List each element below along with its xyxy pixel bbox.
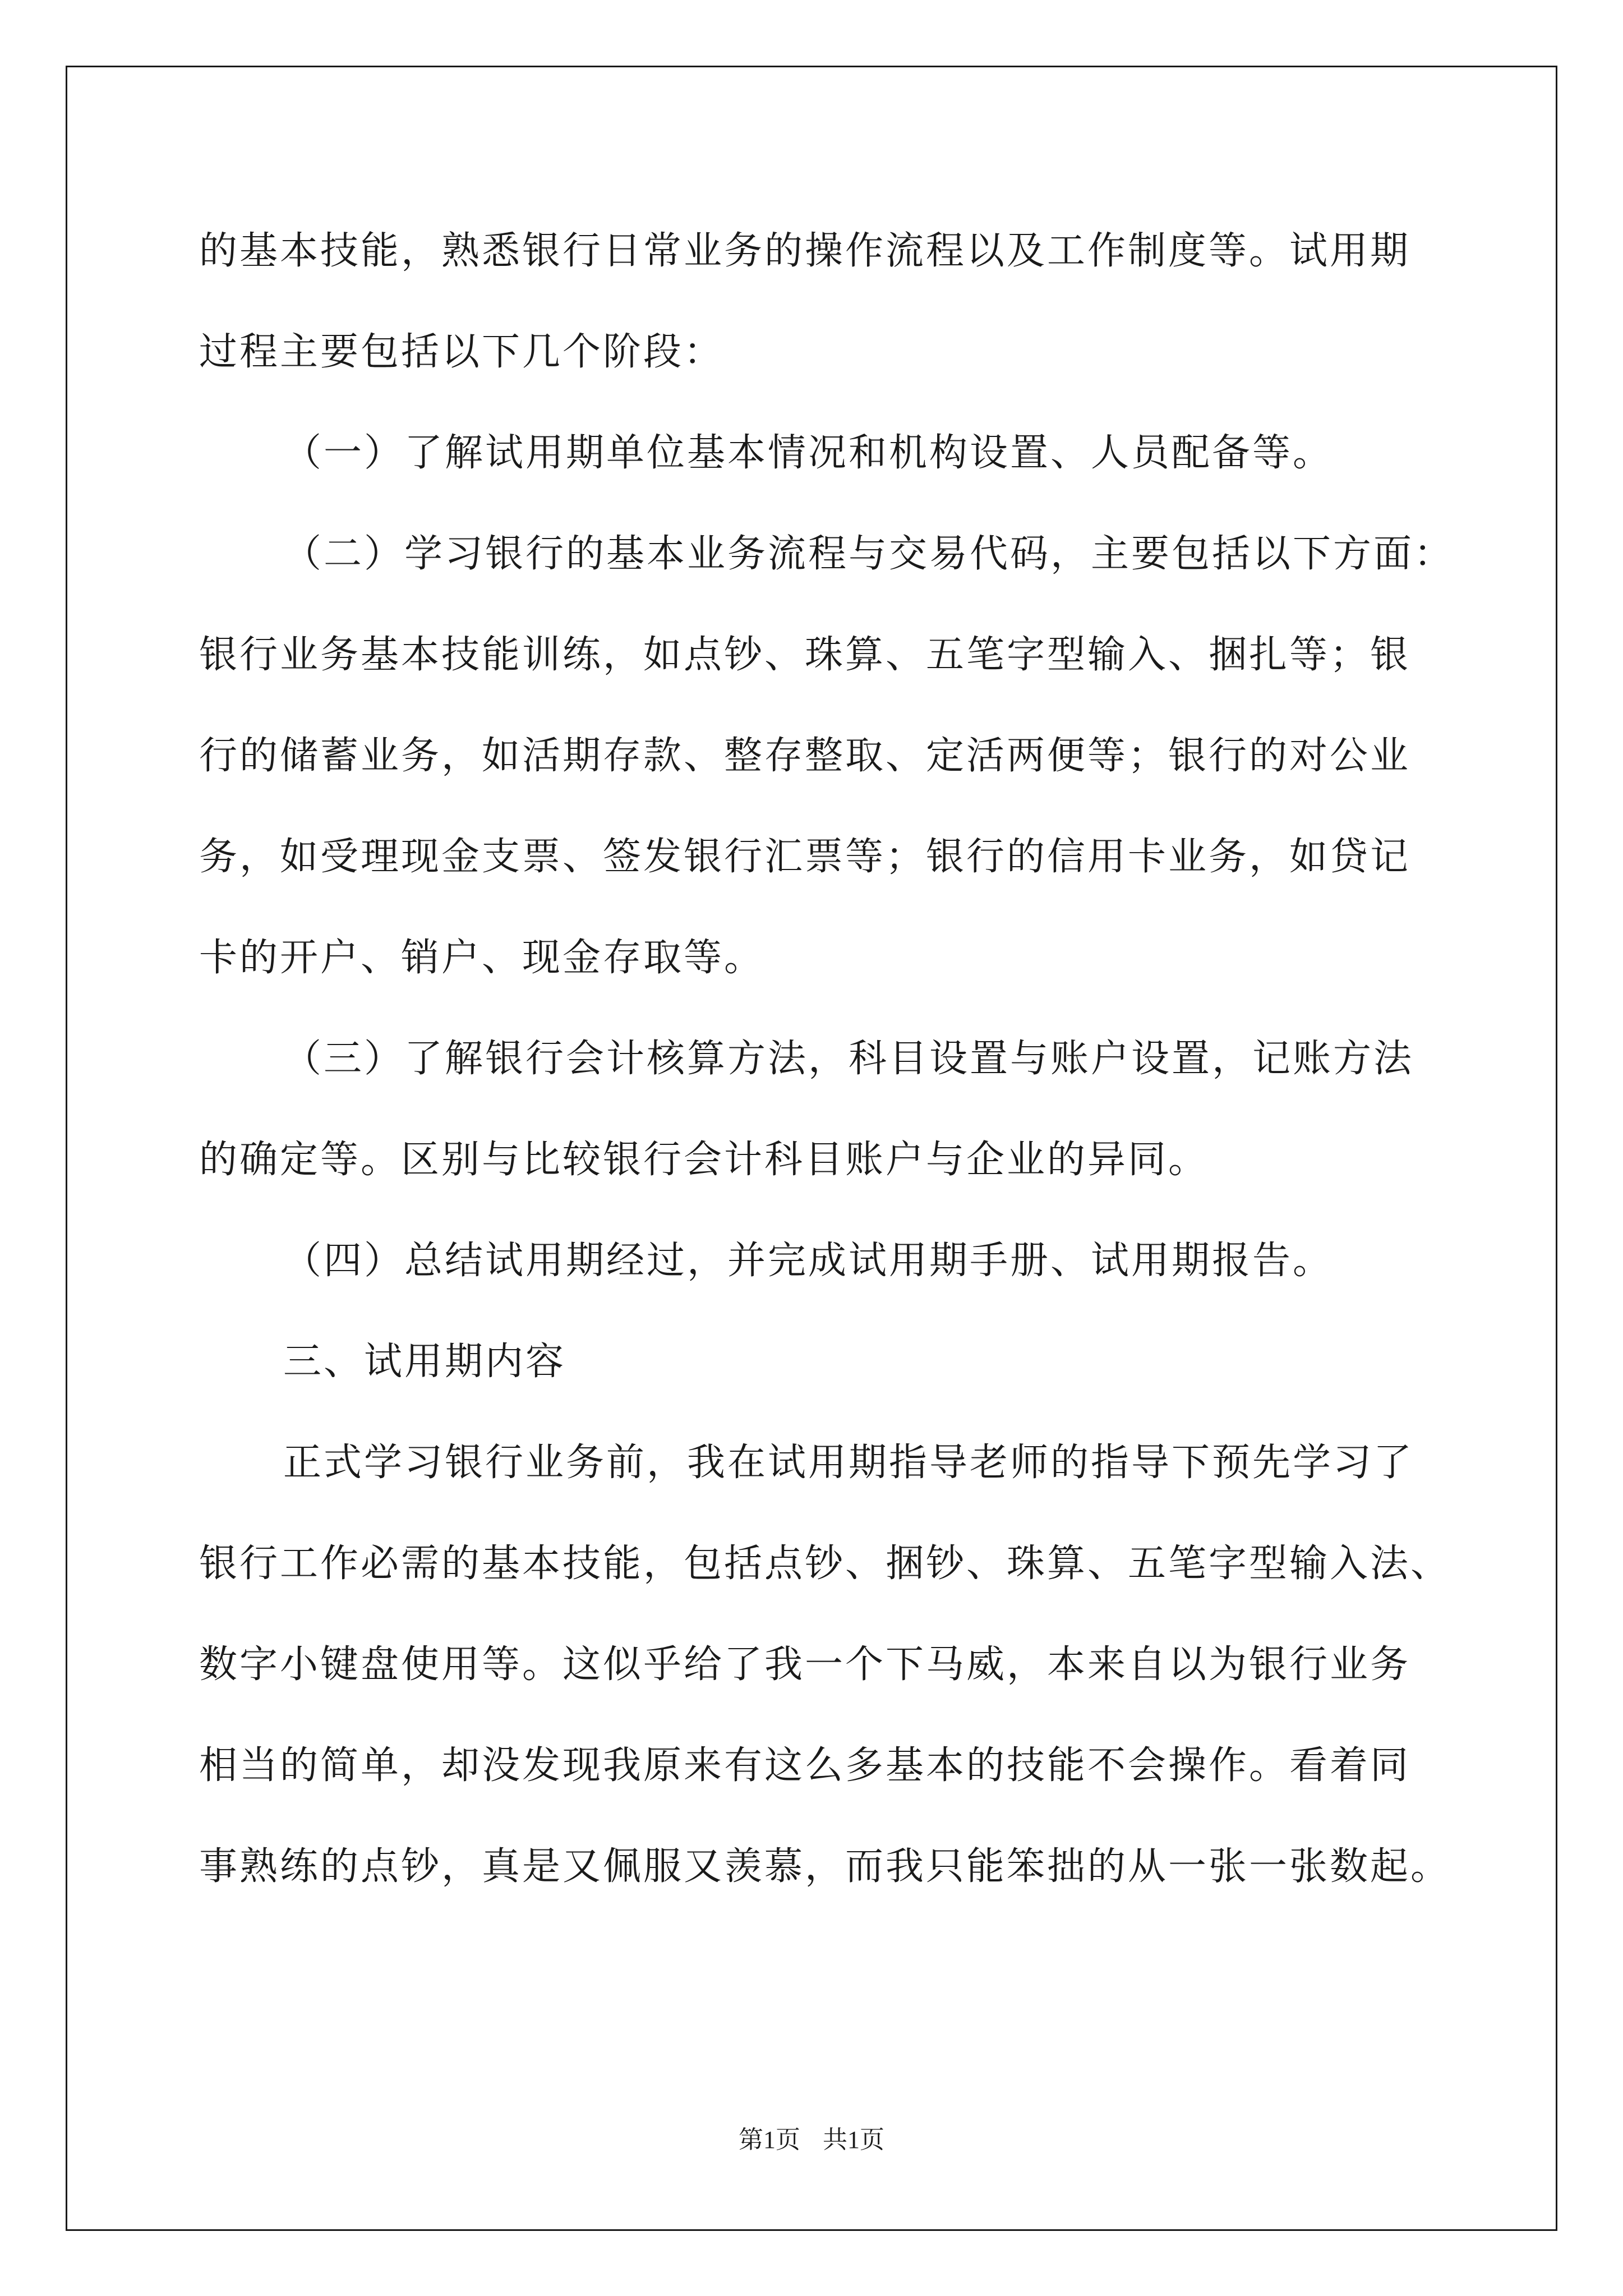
list-item-3: （三）了解银行会计核算方法，科目设置与账户设置，记账方法	[283, 1037, 1414, 1081]
body-line: 银行工作必需的基本技能，包括点钞、捆钞、珠算、五笔字型输入法、	[199, 1542, 1451, 1586]
section-heading: 三、试用期内容	[283, 1340, 566, 1384]
list-item-2: （二）学习银行的基本业务流程与交易代码，主要包括以下方面：	[283, 532, 1455, 576]
page-number: 第1页	[739, 2126, 800, 2154]
page-total: 共1页	[823, 2126, 884, 2154]
body-line: 卡的开户、销户、现金存取等。	[199, 936, 765, 980]
body-line: 务，如受理现金支票、签发银行汇票等；银行的信用卡业务，如贷记	[199, 835, 1411, 879]
body-line: 银行业务基本技能训练，如点钞、珠算、五笔字型输入、捆扎等；银	[199, 633, 1411, 677]
body-line: 事熟练的点钞，真是又佩服又羡慕，而我只能笨拙的从一张一张数起。	[199, 1844, 1451, 1889]
body-line: 行的储蓄业务，如活期存款、整存整取、定活两便等；银行的对公业	[199, 734, 1411, 778]
body-line: 数字小键盘使用等。这似乎给了我一个下马威，本来自以为银行业务	[199, 1642, 1411, 1687]
body-line: 过程主要包括以下几个阶段：	[199, 330, 725, 374]
page-footer	[0, 2123, 1623, 2157]
body-line: 正式学习银行业务前，我在试用期指导老师的指导下预先学习了	[283, 1441, 1414, 1485]
list-item-4: （四）总结试用期经过，并完成试用期手册、试用期报告。	[283, 1239, 1334, 1283]
body-line: 的基本技能，熟悉银行日常业务的操作流程以及工作制度等。试用期	[199, 229, 1411, 273]
body-line: 相当的简单，却没发现我原来有这么多基本的技能不会操作。看着同	[199, 1743, 1411, 1788]
body-line: 的确定等。区别与比较银行会计科目账户与企业的异同。	[199, 1138, 1209, 1182]
list-item-1: （一）了解试用期单位基本情况和机构设置、人员配备等。	[283, 431, 1334, 475]
